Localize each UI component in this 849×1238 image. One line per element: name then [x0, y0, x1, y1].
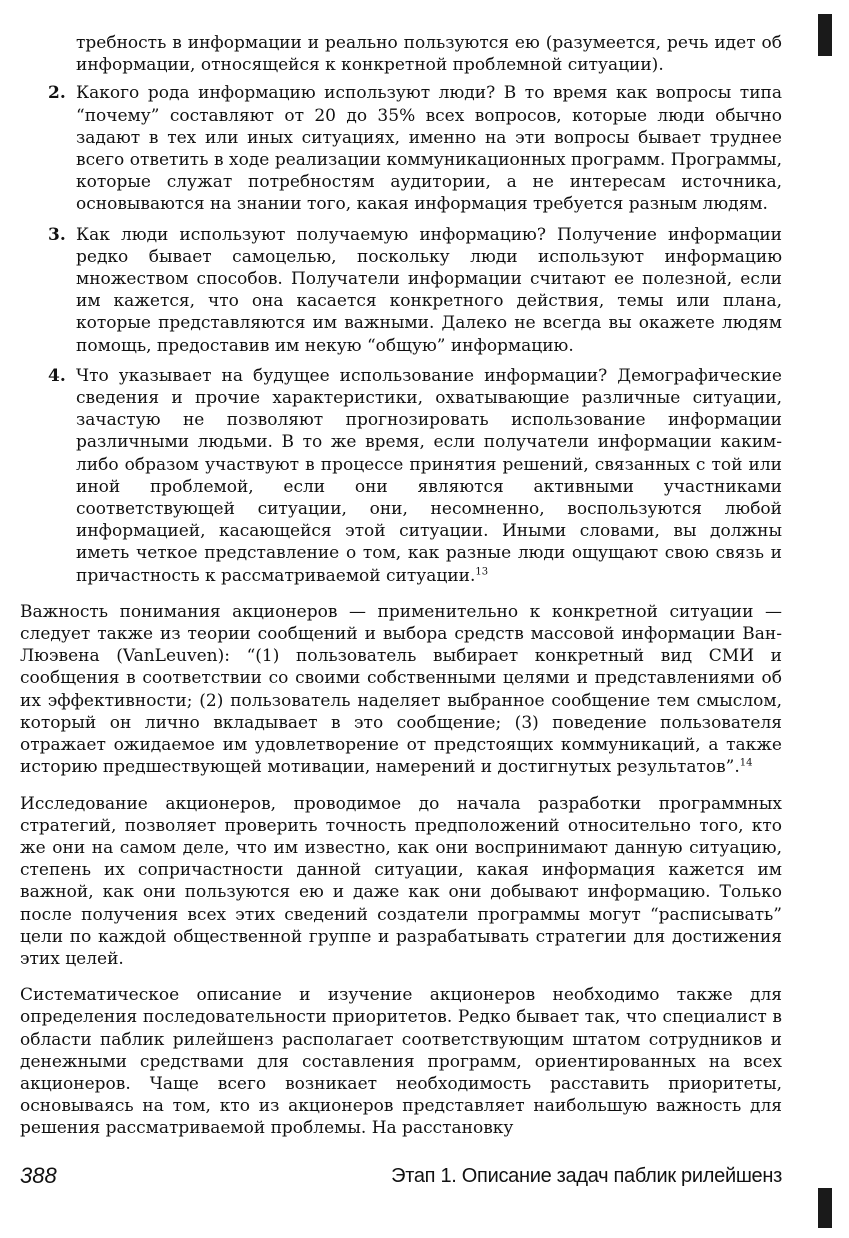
page-edge-mark: [818, 14, 832, 56]
body-paragraph: [20, 601, 782, 779]
page-footer: [20, 1163, 782, 1193]
list-item: [20, 224, 782, 357]
list-item-number: 3.: [48, 224, 66, 245]
paragraph-text: Важность понимания акционеров — применительно к конкретной ситуации — следует также из теории сообщений и выбора средств массовой информации Ван-Люэвена (VanLeuven): “(1) пользователь выбирает конкретный вид СМИ и сообщения в соответствии со своими собственными целями и представлениями об их эффективности; (2) пользователь наделяет выбранное сообщение тем смыслом, который он лично вкладывает в это сообщение; (3) поведение пользователя отражает ожидаемое им удовлетворение от предстоящих коммуникаций, а также историю предшествующей мотивации, намерений и достигнутых результатов”.: [20, 601, 782, 778]
list-item-text: Что указывает на будущее использование информации? Демографические сведения и прочие характеристики, охватывающие различные ситуации, зачастую не позволяют прогнозировать использование информации различными людьми. В то же время, если получатели информации каким-либо образом участвуют в процессе принятия решений, связанных с той или иной проблемой, если они являются активными участниками соответствующей ситуации, они, несомненно, воспользуются любой информацией, касающейся этой ситуации. Иными словами, вы должны иметь четкое представление о том, как разные люди ощущают свою связь и причастность к рассматриваемой ситуации.: [76, 365, 782, 586]
list-item: [20, 82, 782, 215]
body-paragraph: [20, 793, 782, 971]
numbered-list: [20, 82, 782, 586]
list-item-text: Какого рода информацию используют люди? В то время как вопросы типа “почему” составляют от 20 до 35% всех вопросов, которые люди обычно задают в тех или иных ситуациях, именно на эти вопросы бывает труднее всего ответить в ходе реализации коммуникационных программ. Программы, которые служат потребностям аудитории, а не интересам источника, основываются на знании того, какая информация требуется разным людям.: [76, 83, 782, 215]
continuation-text: требность в информации и реально пользуются ею (разумеется, речь идет об информации, относящейся к конкретной проблемной ситуации).: [76, 33, 782, 76]
page-body: [20, 32, 782, 1140]
footnote-ref: 13: [475, 566, 489, 578]
page-edge-mark: [818, 1188, 832, 1228]
footnote-ref: 14: [739, 757, 753, 769]
running-title: Этап 1. Описание задач паблик рилейшенз: [391, 1165, 782, 1187]
list-item: [20, 365, 782, 587]
paragraph-text: Исследование акционеров, проводимое до начала разработки программных стратегий, позволяет проверить точность предположений относительно того, кто же они на самом деле, что им известно, как они воспринимают данную ситуацию, степень их сопричастности данной ситуации, какая информация кажется им важной, как они пользуются ею и даже как они добывают информацию. Только после получения всех этих сведений создатели программы могут “расписывать” цели по каждой общественной группе и разрабатывать стратегии для достижения этих целей.: [20, 793, 782, 969]
body-paragraph: [20, 984, 782, 1139]
paragraph-text: Систематическое описание и изучение акционеров необходимо также для определения последовательности приоритетов. Редко бывает так, что специалист в области паблик рилейшенз располагает соответствующим штатом сотрудников и денежными средствами для составления программ, ориентированных на всех акционеров. Чаще всего возникает необходимость расставить приоритеты, основываясь на том, кто из акционеров представляет наибольшую важность для решения рассматриваемой проблемы. На расстановку: [20, 985, 782, 1139]
list-item-number: 4.: [48, 365, 66, 386]
list-item-text: Как люди используют получаемую информацию? Получение информации редко бывает самоцелью, поскольку люди используют информацию множеством способов. Получатели информации считают ее полезной, если им кажется, что она касается конкретного действия, темы или плана, которые представляются им важными. Далеко не всегда вы окажете людям помощь, предоставив им некую “общую” информацию.: [76, 224, 782, 356]
page-number: 388: [20, 1163, 57, 1188]
list-item-number: 2.: [48, 83, 66, 104]
